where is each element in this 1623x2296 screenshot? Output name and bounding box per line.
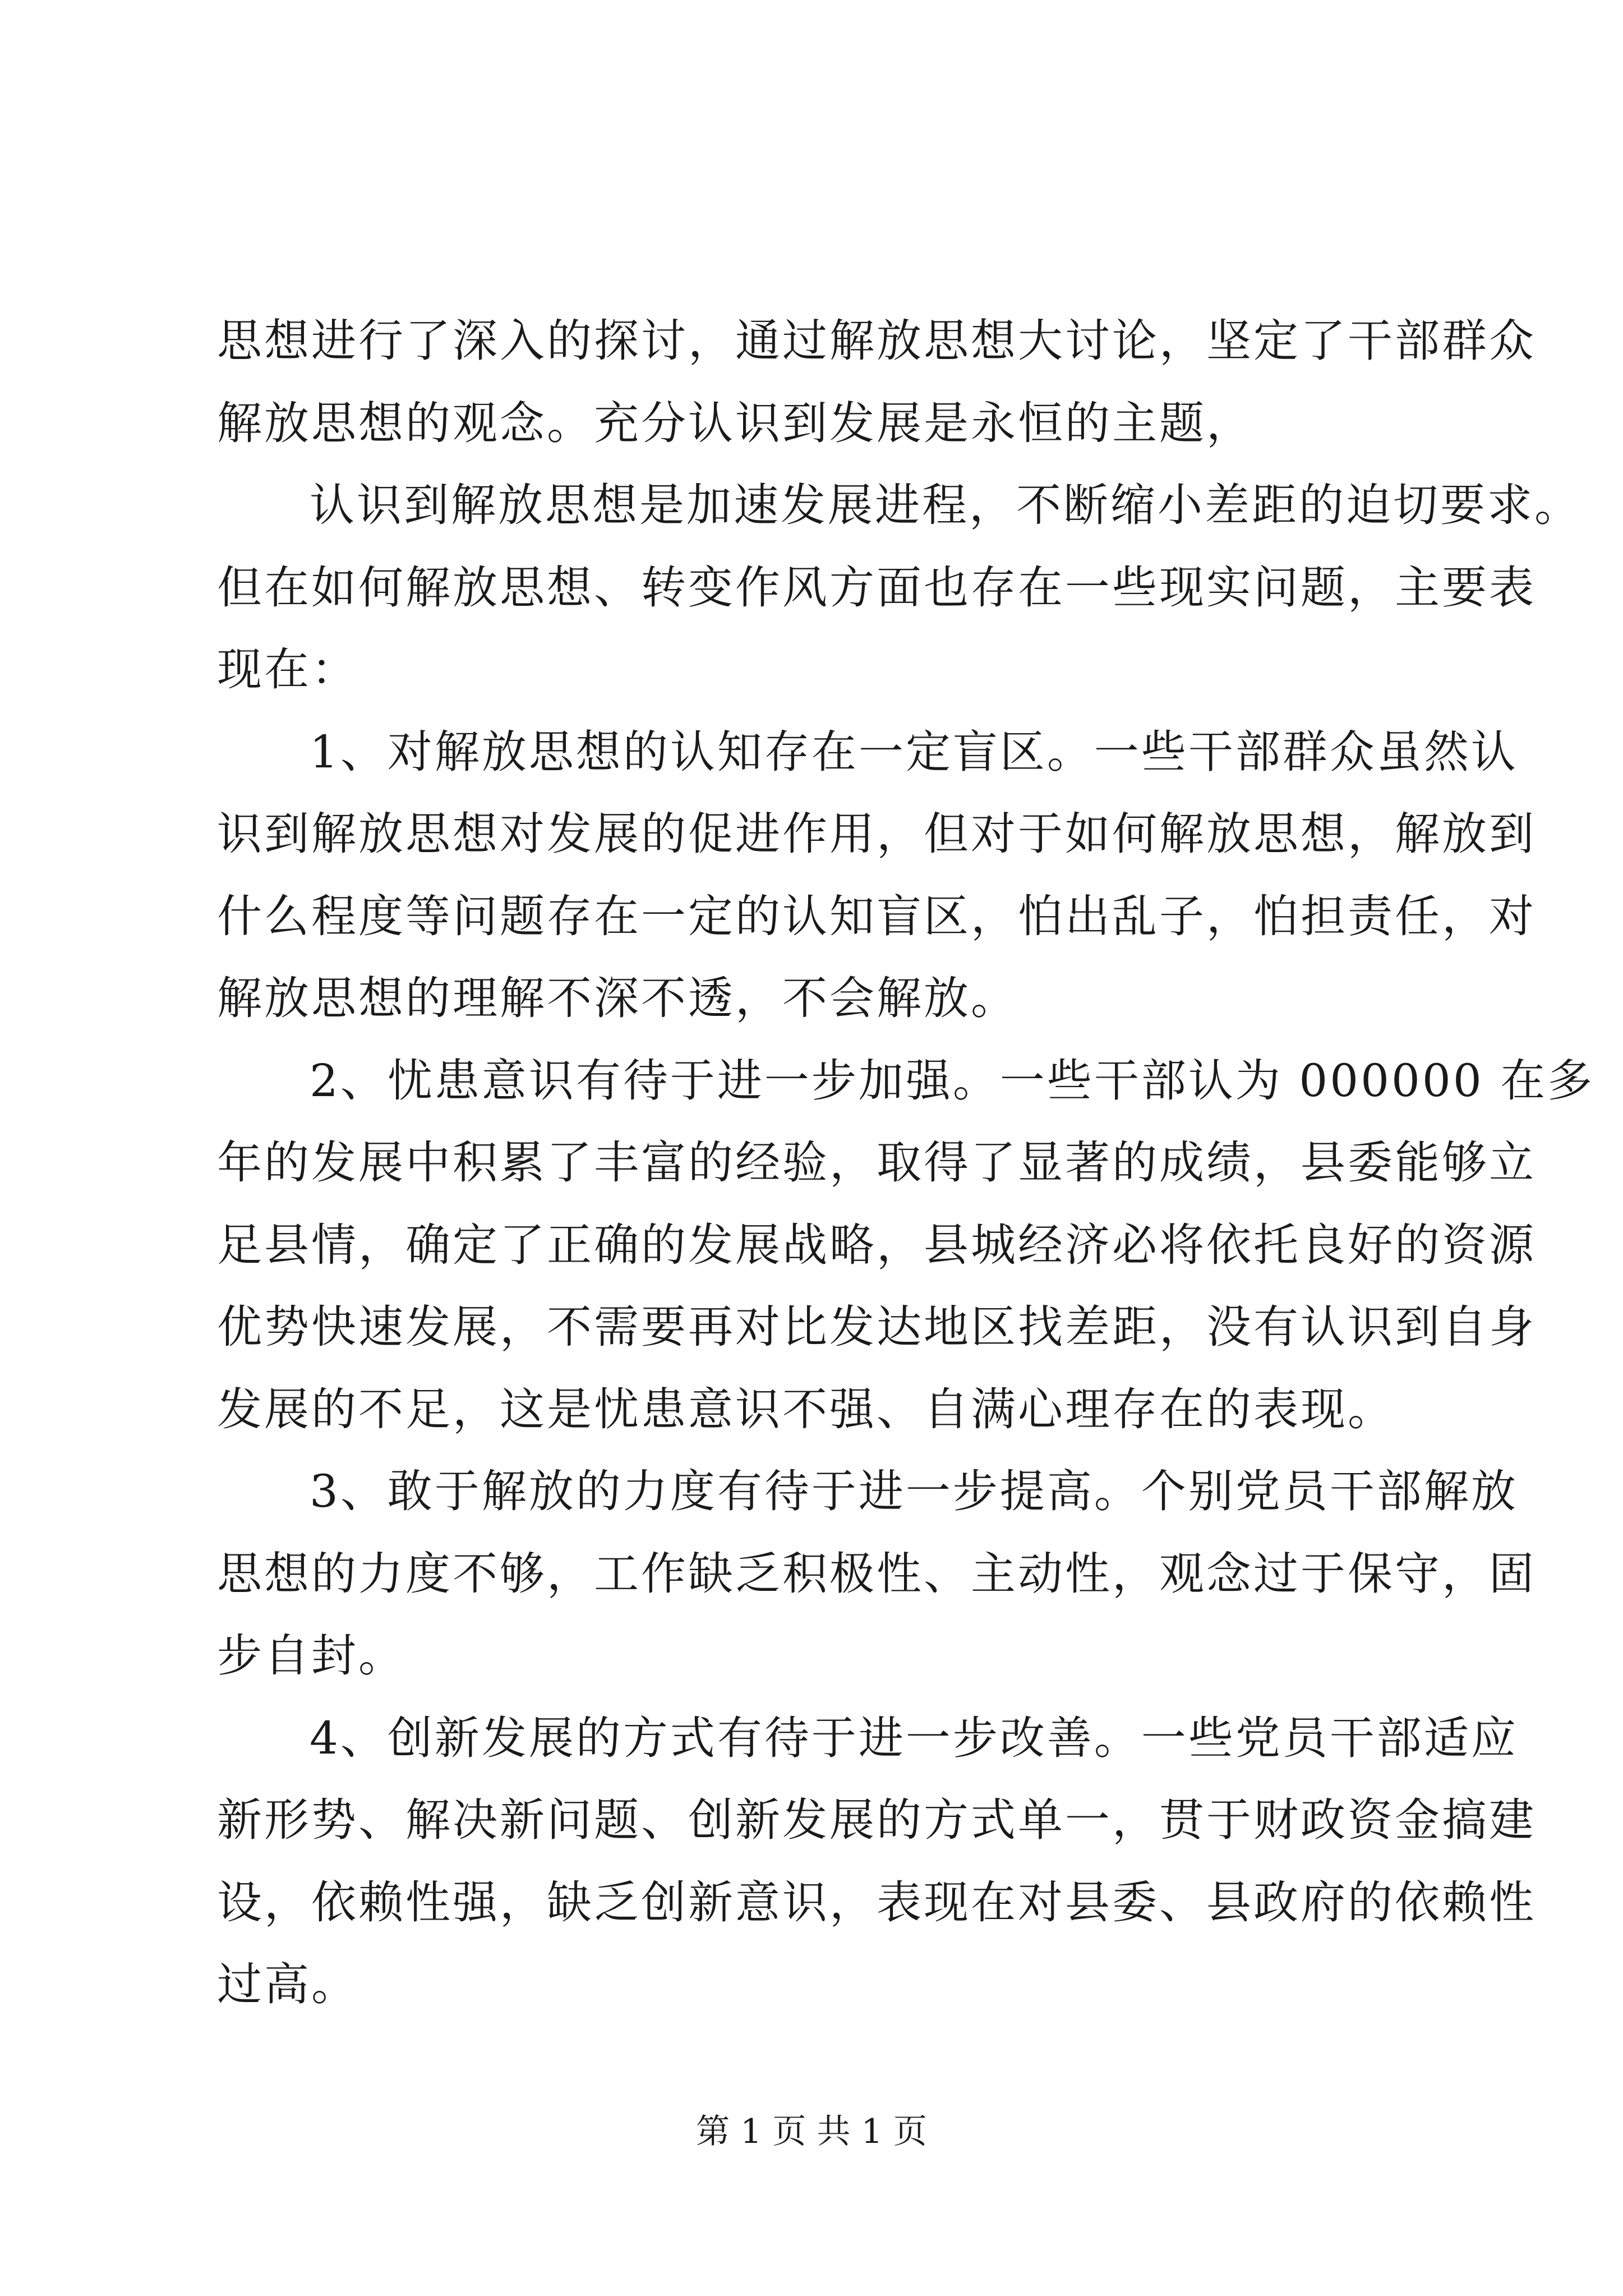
paragraph-first-line: 3、敢于解放的力度有待于进一步提高。个别党员干部解放	[310, 1465, 1518, 1517]
text-line: 步自封。	[217, 1630, 405, 1682]
text-line: 足县情，确定了正确的发展战略，县城经济必将依托良好的资源	[217, 1218, 1536, 1271]
text-line: 过高。	[217, 1958, 358, 2010]
text-line: 年的发展中积累了丰富的经验，取得了显著的成绩，县委能够立	[217, 1137, 1536, 1189]
page-number-label: 第 1 页 共 1 页	[696, 2112, 927, 2151]
text-line: 但在如何解放思想、转变作风方面也存在一些现实问题，主要表	[217, 561, 1536, 614]
text-line: 发展的不足，这是忧患意识不强、自满心理存在的表现。	[217, 1383, 1395, 1435]
text-line: 思想的力度不够，工作缺乏积极性、主动性，观念过于保守，固	[217, 1547, 1536, 1600]
paragraph-first-line: 2、忧患意识有待于进一步加强。一些干部认为 000000 在多	[310, 1054, 1595, 1107]
paragraph-first-line: 1、对解放思想的认知存在一定盲区。一些干部群众虽然认	[310, 725, 1518, 778]
text-line: 思想进行了深入的探讨，通过解放思想大讨论，坚定了干部群众	[217, 315, 1536, 367]
text-line: 设，依赖性强，缺乏创新意识，表现在对县委、县政府的依赖性	[217, 1876, 1536, 1929]
text-line: 解放思想的理解不深不透，不会解放。	[217, 972, 1018, 1024]
document-body	[217, 300, 1595, 2026]
text-line: 优势快速发展，不需要再对比发达地区找差距，没有认识到自身	[217, 1301, 1536, 1353]
paragraph-first-line: 认识到解放思想是加速发展进程，不断缩小差距的迫切要求。	[310, 479, 1581, 531]
text-line: 现在：	[217, 643, 358, 696]
text-line: 解放思想的观念。充分认识到发展是永恒的主题，	[217, 397, 1253, 449]
text-line: 识到解放思想对发展的促进作用，但对于如何解放思想，解放到	[217, 808, 1536, 860]
text-line: 什么程度等问题存在一定的认知盲区，怕出乱子，怕担责任，对	[217, 890, 1536, 942]
text-line: 新形势、解决新问题、创新发展的方式单一，贯于财政资金搞建	[217, 1794, 1536, 1846]
paragraph-first-line: 4、创新发展的方式有待于进一步改善。一些党员干部适应	[310, 1711, 1518, 1764]
page-footer	[0, 2109, 1623, 2154]
